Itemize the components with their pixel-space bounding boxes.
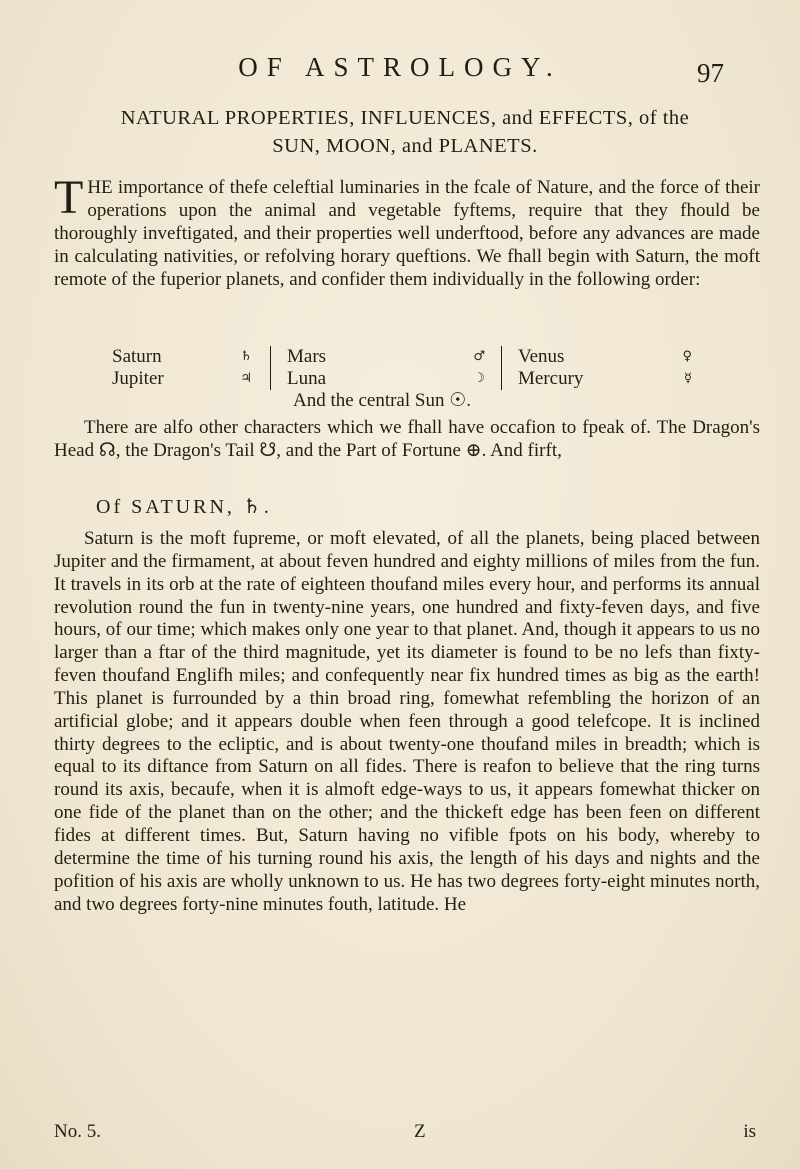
running-head: OF ASTROLOGY. [238,52,562,82]
saturn-paragraph: Saturn is the moft fupreme, or moft elevated, of all the planets, being placed between Jupiter and the firmament, at about feven hundred and eighty millions of miles from the fun. It travels in its orb at the rate of eighteen thoufand miles every hour, and performs its annual revolution round the fun in twenty-nine years, one hundred and fixty-feven days, and five hours, of our time; which makes only one year to that planet. And, though it appears to us no larger than a ftar of the third magnitude, yet its diameter is found to be no lefs than fixty-feven thoufand Englifh miles; and confequently near fix hundred times as big as the earth! This planet is furrounded by a thin broad ring, fomewhat refembling the horizon of an artificial globe; and it appears double when feen through a good telefcope. It is inclined thirty degrees to the ecliptic, and is about twenty-one thoufand miles in breadth; which is equal to its diftance from Saturn on all fides. There is reafon to believe that the ring turns round its axis, becaufe, when it is almoft edge-ways to us, it appears fomewhat thicker on one fide of the planet than on the other; and the thickeft edge has been feen on different fides at different times. But, Saturn having no vifible fpots on his body, whereby to determine the time of his turning round his axis, the length of his days and nights and the pofition of his axis are wholly unknown to us. He has two degrees forty-eight minutes north, and two degrees forty-nine minutes fouth, latitude. He [54,528,760,915]
planet-name: Jupiter [112,368,164,389]
planet-name: Saturn [112,346,162,367]
planets-row-1 [112,346,712,368]
intro-paragraph [54,171,760,291]
planet-name: Luna [287,368,327,389]
sun-line: And the central Sun ☉. [293,390,471,411]
planet-cell [112,368,270,390]
planets-table [112,346,712,412]
planet-name: Venus [518,346,565,367]
mars-symbol-icon: ♂ [473,349,485,364]
part-number: No. 5. [54,1121,101,1142]
drop-cap: T [54,171,84,224]
planet-cell [270,368,502,390]
moon-symbol-icon: ☽ [473,371,485,386]
planet-cell [502,346,692,368]
characters-paragraph: There are alfo other characters which we fhall have occafion to fpeak of. The Dragon's Head ☊, the Dragon's Tail ☋, and the Part of Fortune ⊕. And firft, [54,417,760,461]
page-number: 97 [697,58,724,88]
jupiter-symbol-icon: ♃ [240,371,252,386]
planet-cell [270,346,502,368]
page-footer [54,1121,760,1145]
chapter-title-line-1: NATURAL PROPERTIES, INFLUENCES, and EFFECTS, of the [120,107,690,129]
planet-cell [502,368,692,390]
mercury-symbol-icon: ☿ [684,371,692,386]
saturn-symbol-icon: ♄ [240,349,252,364]
planet-name: Mars [287,346,327,367]
catchword: is [743,1121,756,1142]
planet-name: Mercury [518,368,584,389]
intro-text: HE importance of thefe celeftial luminaries in the fcale of Nature, and the force of their operations upon the animal and vegetable fyftems, require that they fhould be thoroughly inveftigated, and their properties well underftood, before any advances are made in calculating nativities, or refolving horary queftions. We fhall begin with Saturn, the moft remote of the fuperior planets, and confider them individually in the following order: [54,177,760,290]
planets-row-2 [112,368,712,390]
chapter-title-line-2: SUN, MOON, and PLANETS. [272,135,538,157]
signature-mark: Z [414,1121,426,1142]
chapter-title [60,104,750,160]
section-heading: Of SATURN, ♄. [96,496,272,518]
planet-cell [112,346,270,368]
venus-symbol-icon: ♀ [682,349,692,364]
